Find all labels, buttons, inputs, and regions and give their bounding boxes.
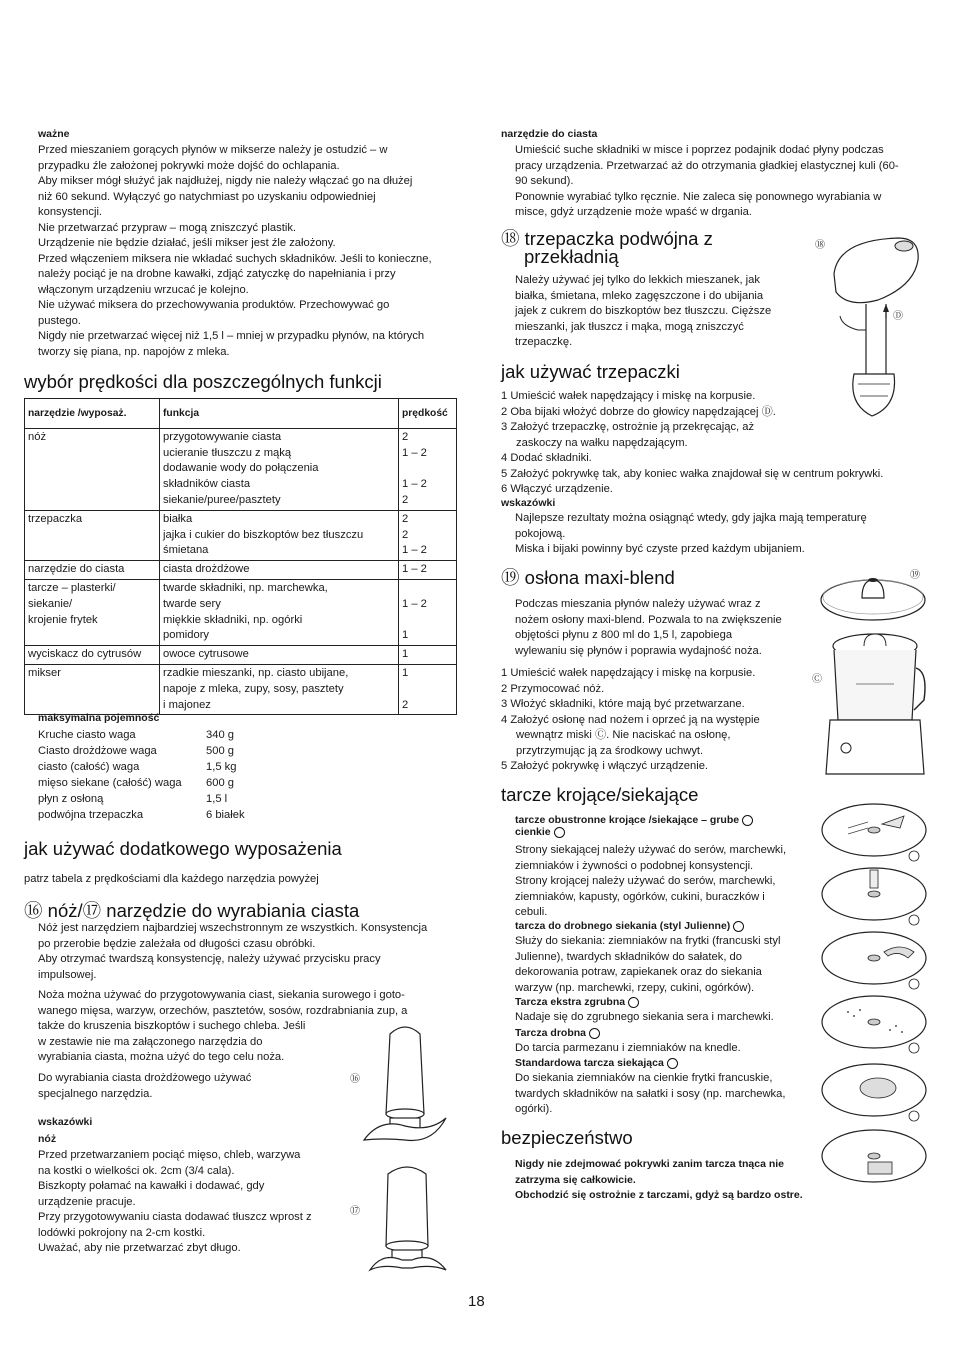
whisk-use-heading: jak używać trzepaczki (501, 361, 680, 382)
table-header-row (25, 399, 457, 429)
speed-heading: wybór prędkości dla poszczególnych funkcji (24, 371, 382, 392)
whisk-tips-heading: wskazówki (501, 497, 556, 509)
disc-thick-thin-icon (818, 798, 930, 864)
figure-16-label: ⑯ (350, 1074, 360, 1085)
list-item: ciasto (całość) waga 1,5 kg (38, 761, 237, 773)
table-header: funkcja (160, 399, 399, 429)
whisk-text: Należy używać jej tylko do lekkich mieszanek, jak białka, śmietana, mleko zagęszczone i do ubijania jajek z cukrem do biszkoptów bez tłuszczu. Cięższe mieszanki, jak tłuszcz i mąka, mogą zniszczyć trzepaczkę. (515, 274, 772, 348)
circle-icon (589, 1028, 600, 1039)
discs-text3: Nadaje się do zgrubnego siekania sera i marchewki. (515, 1011, 774, 1023)
knife-tips-sub: nóż (38, 1133, 57, 1145)
blend-text: Podczas mieszania płynów należy używać wraz z nożem osłony maxi-blend. Pozwala to na zwiększenie objętości płynu z 800 ml do 1,5 l, zapobiega wylewaniu się płynów i poprawia wydajność noża. (515, 598, 782, 657)
dough-text: Umieścić suche składniki w misce i poprzez podajnik dodać płyny podczas pracy urządzenia. Przetwarzać aż do otrzymania gładkiej elastycznej kuli (60- 90 sekund). Ponownie wyrabiać tylko ręcznie. Nie zaleca się ponownego wyrabiania w misce, gdyż urządzenie może wpaść w drgania. (515, 144, 899, 218)
table-header: narzędzie /wyposaż. (25, 399, 160, 429)
safety-text: Nigdy nie zdejmować pokrywki zanim tarcza tnąca nie zatrzyma się całkowicie. Obchodzić się ostrożnie z tarczami, gdyż są bardzo ostre. (515, 1158, 803, 1201)
disc-standard-icon (818, 1058, 930, 1124)
circle-icon (733, 921, 744, 932)
discs-text1: Strony siekającej należy używać do serów, marchewki, ziemniaków i żywności o podobnej konsystencji. Strony krojącej należy używać do serów, marchewki, ziemniaków, kapusty, ogórków, cukini, buraczków i cebuli. (515, 844, 787, 918)
circle-icon (554, 827, 565, 838)
knife-heading: ⑯ nóż/⑰ narzędzie do wyrabiania ciasta (24, 900, 360, 921)
figure-d-label: Ⓓ (893, 311, 903, 322)
circle-icon (742, 815, 753, 826)
table-row: wyciskacz do cytrusów owoce cytrusowe 1 (25, 646, 457, 665)
knife-blade-icon (360, 1022, 450, 1152)
speed-table (24, 398, 457, 715)
circled-19-icon: ⑲ (501, 567, 520, 588)
dough-tool-icon (362, 1160, 452, 1285)
capacity-list (38, 727, 245, 823)
discs-text4: Do tarcia parmezanu i ziemniaków na knedle. (515, 1042, 741, 1054)
list-item: Kruche ciasto waga 340 g (38, 729, 234, 741)
table-row: mikser rzadkie mieszanki, np. ciasto ubijane, napoje z mleka, zupy, sosy, pasztety i majonez 1 2 (25, 664, 457, 714)
food-processor-icon (820, 628, 930, 778)
circle-icon (667, 1058, 678, 1069)
list-item: płyn z osłoną 1,5 l (38, 793, 228, 805)
blend-steps: 1 Umieścić wałek napędzający i miskę na korpusie. 2 Przymocować nóż. 3 Włożyć składniki, które mają być przetwarzane. 4 Założyć osłonę nad nożem i oprzeć ją na występie wewnątrz miski Ⓒ. Nie naciskać na osłonę, przytrzymując ją za środkowy uchwyt. 5 Założyć pokrywkę i włączyć urządzenie. (501, 667, 760, 772)
whisk-tips: Najlepsze rezultaty można osiągnąć wtedy, gdy jajka mają temperaturę pokojową. Miska i bijaki powinny być czyste przed każdym ubijaniem. (515, 512, 867, 555)
discs-sub1: tarcze obustronne krojące /siekające – grube cienkie (515, 814, 753, 838)
circled-16-icon: ⑯ (24, 900, 43, 921)
discs-sub2: tarcza do drobnego siekania (styl Julienne) (515, 920, 744, 932)
table-row: tarcze – plasterki/ siekanie/ krojenie frytek twarde składniki, np. marchewka, twarde sery miękkie składniki, np. ogórki pomidory 1 – 2 1 (25, 579, 457, 645)
circled-17-icon: ⑰ (82, 900, 102, 921)
list-item: podwójna trzepaczka 6 białek (38, 809, 245, 821)
table-row: narzędzie do ciasta ciasta drożdżowe 1 – 2 (25, 561, 457, 580)
blend-shield-icon (818, 570, 928, 625)
disc-fine-icon (818, 990, 930, 1056)
figure-17-label: ⑰ (350, 1206, 360, 1217)
figure-c-label: Ⓒ (812, 674, 822, 685)
discs-text5: Do siekania ziemniaków na cienkie frytki francuskie, twardych składników na sałatki i sosy (np. marchewka, ogórki). (515, 1072, 786, 1115)
table-header: prędkość (399, 399, 457, 429)
important-heading: ważne (38, 128, 70, 140)
blend-heading: ⑲ osłona maxi-blend (501, 567, 675, 588)
discs-sub3: Tarcza ekstra zgrubna (515, 996, 639, 1008)
table-row: trzepaczka białka jajka i cukier do biszkoptów bez tłuszczu śmietana 2 2 1 – 2 (25, 510, 457, 560)
disc-chipper-icon (818, 1124, 930, 1190)
knife-para2: Noża można używać do przygotowywania ciast, siekania surowego i goto- wanego mięsa, warzyw, orzechów, pasztetów, sosów, rozdrabniania zup, a także do kruszenia biszkoptów i suchego chleba. Jeśli w zestawie nie ma załączonego narzędzia do wyrabiania ciasta, można użyć do tego celu noża. (38, 989, 408, 1063)
accessories-text: patrz tabela z prędkościami dla każdego narzędzia powyżej (24, 873, 319, 885)
whisk-use-steps: 1 Umieścić wałek napędzający i miskę na korpusie. 2 Oba bijaki włożyć dobrze do głowicy napędzającej Ⓓ. 3 Założyć trzepaczkę, ostrożnie ją przekręcając, aż zaskoczy na wałku napędzającym. 4 Dodać składniki. 5 Założyć pokrywkę tak, aby koniec wałka znajdował się w centrum pokrywki. 6 Włączyć urządzenie. (501, 390, 884, 495)
circled-18-icon: ⑱ (501, 228, 520, 249)
accessories-heading: jak używać dodatkowego wyposażenia (24, 838, 342, 859)
knife-tips-heading: wskazówki (38, 1116, 93, 1128)
circle-icon (628, 997, 639, 1008)
capacity-heading: maksymalna pojemność (38, 712, 160, 724)
list-item: Ciasto drożdżowe waga 500 g (38, 745, 234, 757)
knife-para3: Do wyrabiania ciasta drożdżowego używać specjalnego narzędzia. (38, 1072, 252, 1100)
table-row: nóż przygotowywanie ciasta ucieranie tłuszczu z mąką dodawanie wody do połączenia składników ciasta siekanie/puree/pasztety 2 1 – 2 1 – 2 2 (25, 428, 457, 510)
important-text: Przed mieszaniem gorących płynów w mikserze należy je ostudzić – w przypadku źle założonej pokrywki może dojść do ochlapania. Aby mikser mógł służyć jak najdłużej, nigdy nie należy włączać go na dłużej niż 60 sekund. Wyłączyć go natychmiast po uzyskaniu odpowiedniej konsystencji. Nie przetwarzać przypraw – mogą zniszczyć plastik. Urządzenie nie będzie działać, jeśli mikser jest źle założony. Przed włączeniem miksera nie wkładać suchych składników. Jeśli to konieczne, należy pociąć je na drobne kawałki, zdjąć zatyczkę do napełniania i przy włączonym urządzeniu wrzucać je kolejno. Nie używać miksera do przechowywania produktów. Przechowywać go pustego. Nigdy nie przetwarzać więcej niż 1,5 l – mniej w przypadku płynów, na których tworzy się piana, np. napojów z mleka. (38, 144, 432, 358)
discs-sub5: Standardowa tarcza siekająca (515, 1057, 678, 1069)
discs-sub4: Tarcza drobna (515, 1027, 600, 1039)
safety-heading: bezpieczeństwo (501, 1127, 633, 1148)
dough-heading: narzędzie do ciasta (501, 128, 598, 140)
disc-julienne-icon (818, 862, 930, 928)
discs-heading: tarcze krojące/siekające (501, 784, 699, 805)
page-number: 18 (468, 1293, 485, 1310)
disc-extra-coarse-icon (818, 926, 930, 992)
figure-18-label: ⑱ (815, 240, 825, 251)
figure-19-label: ⑲ (910, 570, 920, 581)
list-item: mięso siekane (całość) waga 600 g (38, 777, 234, 789)
knife-tips: Przed przetwarzaniem pociąć mięso, chleb, warzywa na kostki o wielkości ok. 2cm (3/4 cala). Biszkopty połamać na kawałki i dodawać, gdy urządzenie pracuje. Przy przygotowywaniu ciasta dodawać tłuszcz wprost z lodówki pokrojony na 2-cm kostki. Uważać, aby nie przetwarzać zbyt długo. (38, 1149, 312, 1254)
discs-text2: Służy do siekania: ziemniaków na frytki (francuski styl Julienne), twardych składników do sałatek, do dekorowania potraw, zapiekanek oraz do siekania warzyw (np. marchewki, rzepy, cukini, ogórków). (515, 935, 781, 994)
whisk-heading: ⑱ trzepaczka podwójna z przekładnią (501, 228, 713, 267)
knife-para1: Nóż jest narzędziem najbardziej wszechstronnym ze wszystkich. Konsystencja po przerobie będzie zależała od długości czasu obróbki. Aby otrzymać twardszą konsystencję, należy używać przycisku pracy impulsowej. (38, 922, 428, 981)
